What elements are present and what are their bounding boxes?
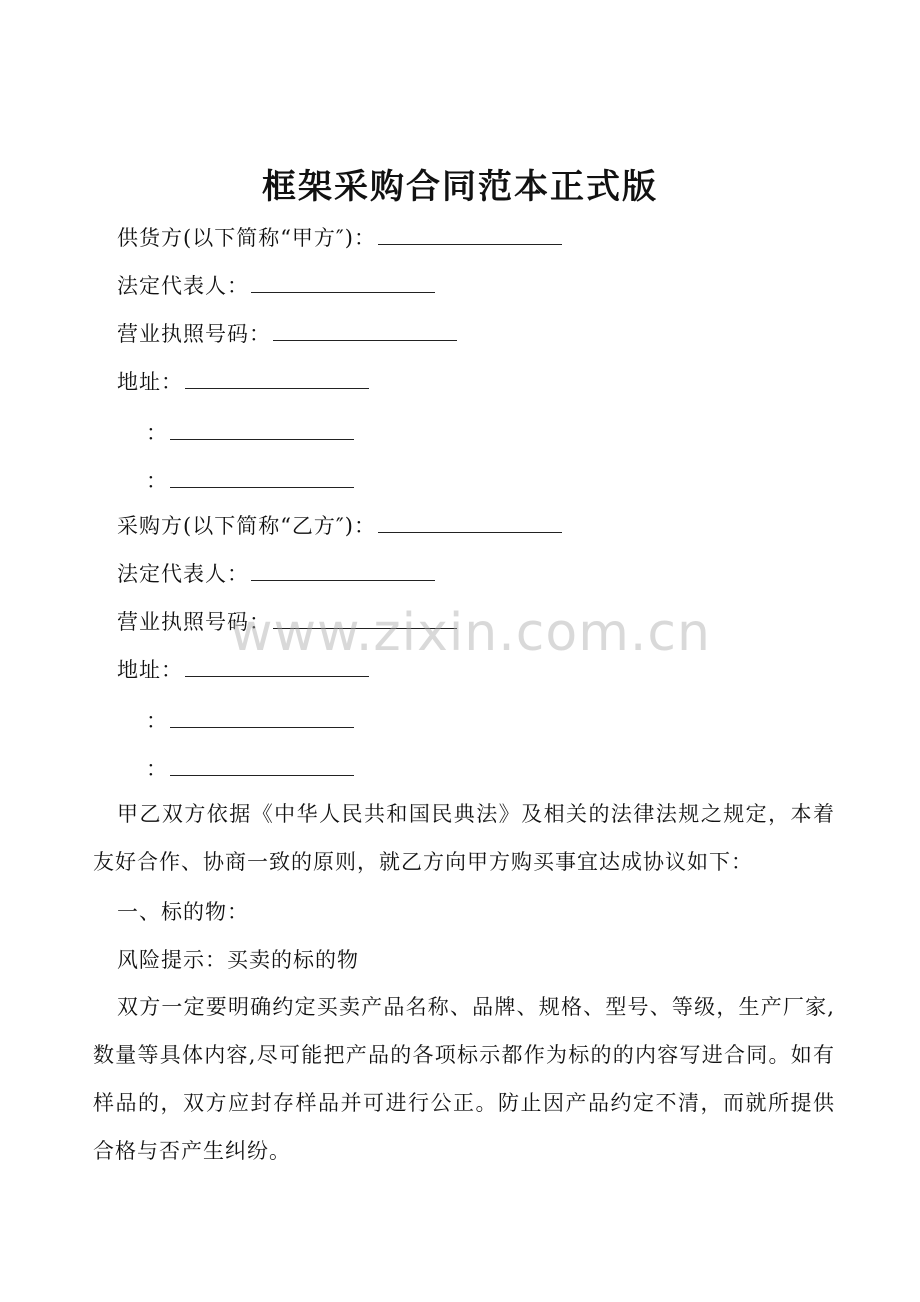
supplier-address-line (117, 366, 369, 397)
supplier-label: 供货方(以下简称“甲方″)： (117, 226, 376, 250)
section-1-heading: 一、标的物： (117, 900, 249, 924)
supplier-license-blank (273, 318, 457, 341)
buyer-license-blank (273, 606, 457, 629)
supplier-extra-line-2 (146, 465, 354, 496)
supplier-extra-label-2: ： (146, 469, 168, 493)
buyer-line (117, 510, 562, 541)
supplier-license-label: 营业执照号码： (117, 322, 271, 346)
risk-title: 风险提示：买卖的标的物 (117, 948, 359, 972)
supplier-address-label: 地址： (117, 370, 183, 394)
buyer-extra-label-1: ： (146, 709, 168, 733)
buyer-extra-line-2 (146, 753, 354, 784)
risk-body-paragraph: 双方一定要明确约定买卖产品名称、品牌、规格、型号、等级，生产厂家,数量等具体内容,尽可能把产品的各项标示都作为标的的内容写进合同。如有样品的，双方应封存样品并可进行公正。防止因产品约定不清，而就所提供合格与否产生纠纷。 (93, 995, 835, 1163)
buyer-license-line (117, 606, 457, 637)
supplier-extra-blank-2 (170, 465, 354, 488)
document-title: 框架采购合同范本正式版 (262, 167, 658, 207)
buyer-legal-rep-blank (251, 558, 435, 581)
buyer-license-label: 营业执照号码： (117, 610, 271, 634)
supplier-extra-line-1 (146, 417, 354, 448)
supplier-extra-label-1: ： (146, 421, 168, 445)
buyer-legal-rep-label: 法定代表人： (117, 562, 249, 586)
buyer-address-line (117, 654, 369, 685)
supplier-legal-rep-blank (251, 270, 435, 293)
supplier-extra-blank-1 (170, 417, 354, 440)
buyer-address-label: 地址： (117, 658, 183, 682)
intro-paragraph: 甲乙双方依据《中华人民共和国民典法》及相关的法律法规之规定，本着友好合作、协商一致的原则，就乙方向甲方购买事宜达成协议如下： (93, 802, 835, 874)
supplier-legal-rep-line (117, 270, 435, 301)
buyer-extra-blank-1 (170, 705, 354, 728)
supplier-license-line (117, 318, 457, 349)
supplier-blank (378, 222, 562, 245)
supplier-legal-rep-label: 法定代表人： (117, 274, 249, 298)
buyer-extra-label-2: ： (146, 757, 168, 781)
buyer-extra-blank-2 (170, 753, 354, 776)
buyer-blank (378, 510, 562, 533)
buyer-label: 采购方(以下简称“乙方″)： (117, 514, 376, 538)
buyer-extra-line-1 (146, 705, 354, 736)
supplier-address-blank (185, 366, 369, 389)
supplier-line (117, 222, 562, 253)
buyer-legal-rep-line (117, 558, 435, 589)
watermark: www.zixin.com.cn (230, 603, 711, 663)
buyer-address-blank (185, 654, 369, 677)
